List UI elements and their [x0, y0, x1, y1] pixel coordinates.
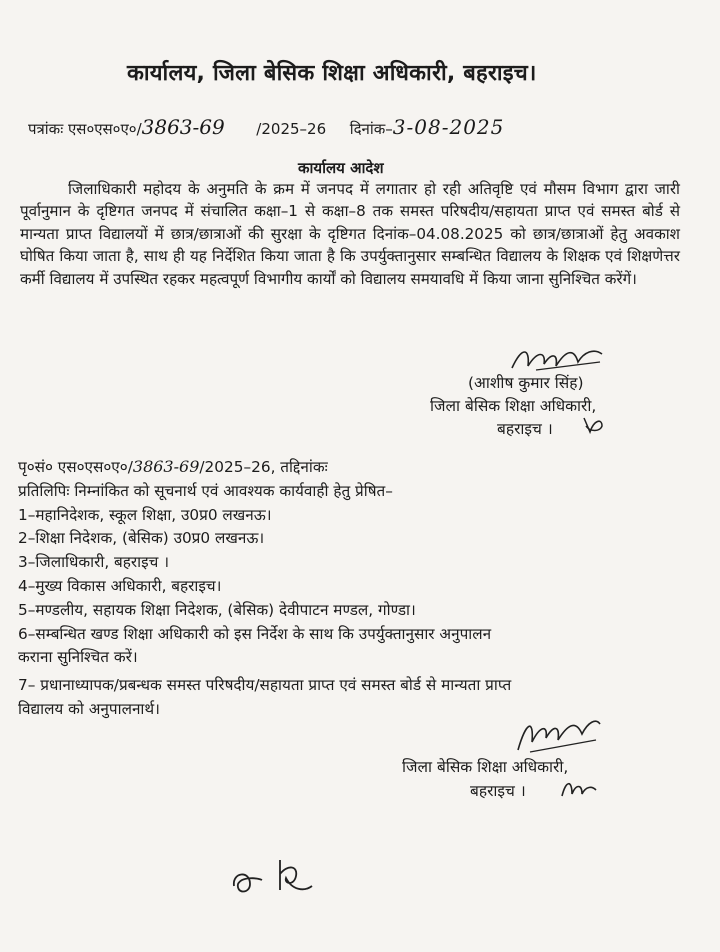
- list-item: 1–महानिदेशक, स्कूल शिक्षा, उ0प्र0 लखनऊ।: [18, 505, 272, 524]
- initials-scribble-1: [580, 414, 606, 436]
- office-title: कार्यालय, जिला बेसिक शिक्षा अधिकारी, बहराइच।: [127, 61, 537, 86]
- copy-ref-label: पृ०सं० एस०एस०ए०/: [18, 458, 133, 476]
- copy-ref-suffix: /2025–26, तद्दिनांकः: [199, 458, 328, 476]
- order-body-text: जिलाधिकारी महोदय के अनुमति के क्रम में जनपद में लगातार हो रही अतिवृष्टि एवं मौसम विभाग द्वारा जारी पूर्वानुमान के दृष्टिगत जनपद में संचालित कक्षा–1 से कक्षा–8 तक समस्त परिषदीय/सहायता प्राप्त एवं समस्त बोर्ड से मान्यता प्राप्त विद्यालयों में छात्र/छात्राओं की सुरक्षा के दृष्टिगत दिनांक–04.08.2025 को छात्र/छात्राओं हेतु अवकाश घोषित किया जाता है, साथ ही यह निर्देशित किया जाता है कि उपर्युक्तानुसार सम्बन्धित विद्यालय के शिक्षक एवं शिक्षणेत्तर कर्मी विद्यालय में उपस्थित रहकर महत्वपूर्ण विभागीय कार्यों को विद्यालय समयावधि में किया जाना सुनिश्चित करेंगें।: [20, 180, 680, 288]
- signature-scribble-2: [512, 712, 604, 756]
- date-handwritten: 3-08-2025: [392, 115, 505, 139]
- signatory-name: (आशीष कुमार सिंह): [468, 374, 584, 392]
- copy-section: [18, 455, 688, 722]
- copy-reference: [18, 455, 688, 480]
- patrank-year: /2025–26: [256, 120, 327, 138]
- signature-scribble-1: [508, 340, 606, 376]
- list-item: 4–मुख्य विकास अधिकारी, बहराइच।: [18, 576, 222, 595]
- list-item: विद्यालय को अनुपालनार्थ।: [18, 699, 160, 718]
- signatory-place-2: बहराइच ।: [470, 782, 526, 800]
- list-item: 3–जिलाधिकारी, बहराइच ।: [18, 553, 170, 572]
- order-heading: कार्यालय आदेश: [298, 159, 384, 177]
- reference-line: [28, 115, 504, 139]
- signatory-designation-2: जिला बेसिक शिक्षा अधिकारी,: [402, 758, 569, 776]
- list-item: 7– प्रधानाध्यापक/प्रबन्धक समस्त परिषदीय/सहायता प्राप्त एवं समस्त बोर्ड से मान्यता प्राप्त: [18, 676, 512, 695]
- list-item: 6–सम्बन्धित खण्ड शिक्षा अधिकारी को इस निर्देश के साथ कि उपर्युक्तानुसार अनुपालन: [18, 624, 492, 643]
- patrank-number-handwritten: 3863-69: [141, 115, 225, 139]
- patrank-label: पत्रांकः एस०एस०ए०/: [28, 120, 142, 138]
- date-label: दिनांक–: [349, 120, 393, 138]
- signatory-designation: जिला बेसिक शिक्षा अधिकारी,: [430, 397, 597, 415]
- handwritten-mark: [228, 850, 320, 900]
- order-body: [20, 178, 680, 290]
- list-item: 5–मण्डलीय, सहायक शिक्षा निदेशक, (बेसिक) देवीपाटन मण्डल, गोण्डा।: [18, 600, 416, 619]
- list-item: कराना सुनिश्चित करें।: [18, 648, 138, 667]
- signatory-place: बहराइच ।: [497, 420, 553, 438]
- list-item: 2–शिक्षा निदेशक, (बेसिक) उ0प्र0 लखनऊ।: [18, 529, 265, 548]
- copy-intro: प्रतिलिपिः निम्नांकित को सूचनार्थ एवं आवश्यक कार्यवाही हेतु प्रेषित–: [18, 481, 393, 500]
- copy-ref-number-handwritten: 3863-69: [132, 457, 200, 476]
- initials-scribble-2: [558, 776, 598, 802]
